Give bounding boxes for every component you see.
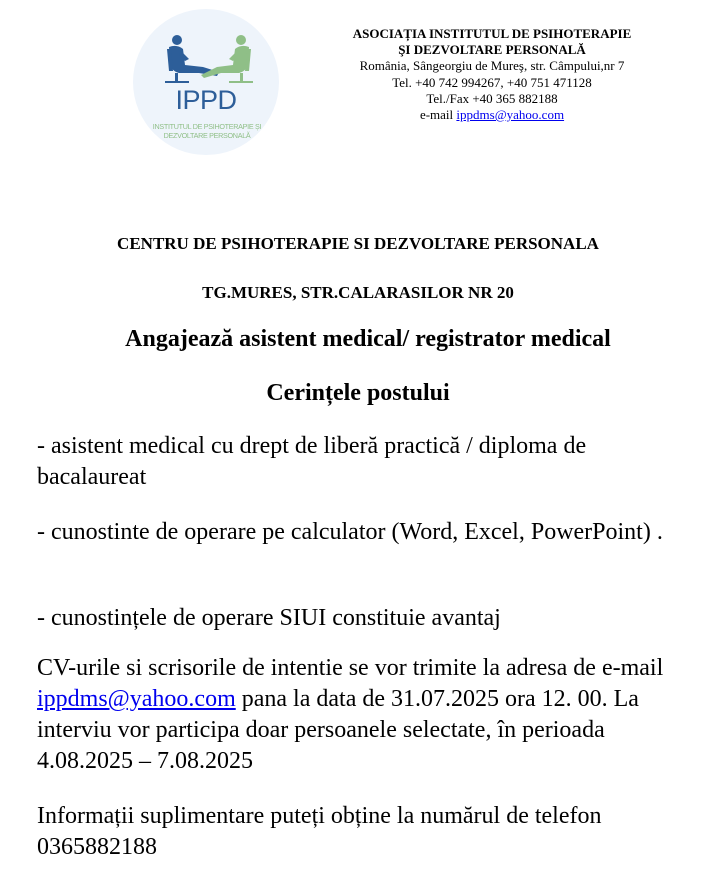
org-name-line2: ŞI DEZVOLTARE PERSONALĂ [398,42,586,58]
center-name: CENTRU DE PSIHOTERAPIE SI DEZVOLTARE PERSONALA [117,234,599,253]
org-name-line1: ASOCIAȚIA INSTITUTUL DE PSIHOTERAPIE [352,26,632,41]
org-email-line [322,107,662,123]
application-text-after: pana la data de 31.07.2025 ora 12. 00. La interviu vor participa doar persoanele selectate, în perioada 4.08.2025 – 7.08.2025 [37,686,639,774]
org-fax: Tel./Fax +40 365 882188 [426,90,558,106]
logo-subtitle [143,122,271,140]
requirement-item: - cunostințele de operare SIUI constituie avantaj [37,605,501,631]
logo-subtitle-line2: DEZVOLTARE PERSONALĂ [163,131,251,140]
ippd-logo [133,9,279,155]
org-address: România, Sângeorgiu de Mureş, str. Câmpului,nr 7 [359,58,625,74]
requirements-title: Cerințele postului [266,380,450,406]
requirement-item: - cunostinte de operare pe calculator (Word, Excel, PowerPoint) . [37,519,663,545]
application-instructions [37,653,697,777]
application-text-before: CV-urile si scrisorile de intentie se vor trimite la adresa de e-mail [37,655,664,681]
job-headline: Angajează asistent medical/ registrator medical [125,326,611,352]
org-phones: Tel. +40 742 994267, +40 751 471128 [392,74,592,90]
org-header [322,26,662,123]
application-email-link[interactable]: ippdms@yahoo.com [37,686,236,712]
center-address: TG.MURES, STR.CALARASILOR NR 20 [202,283,514,302]
logo-subtitle-line1: INSTITUTUL DE PSIHOTERAPIE ȘI [152,122,262,131]
email-label: e-mail [419,107,457,123]
therapy-session-icon [133,9,279,89]
requirement-item: - asistent medical cu drept de liberă practică / diploma de bacalaureat [37,433,587,490]
logo-abbreviation: IPPD [175,85,237,115]
contact-info: Informații suplimentare puteți obține la numărul de telefon 0365882188 [37,803,602,860]
org-email-link[interactable]: ippdms@yahoo.com [456,107,565,123]
